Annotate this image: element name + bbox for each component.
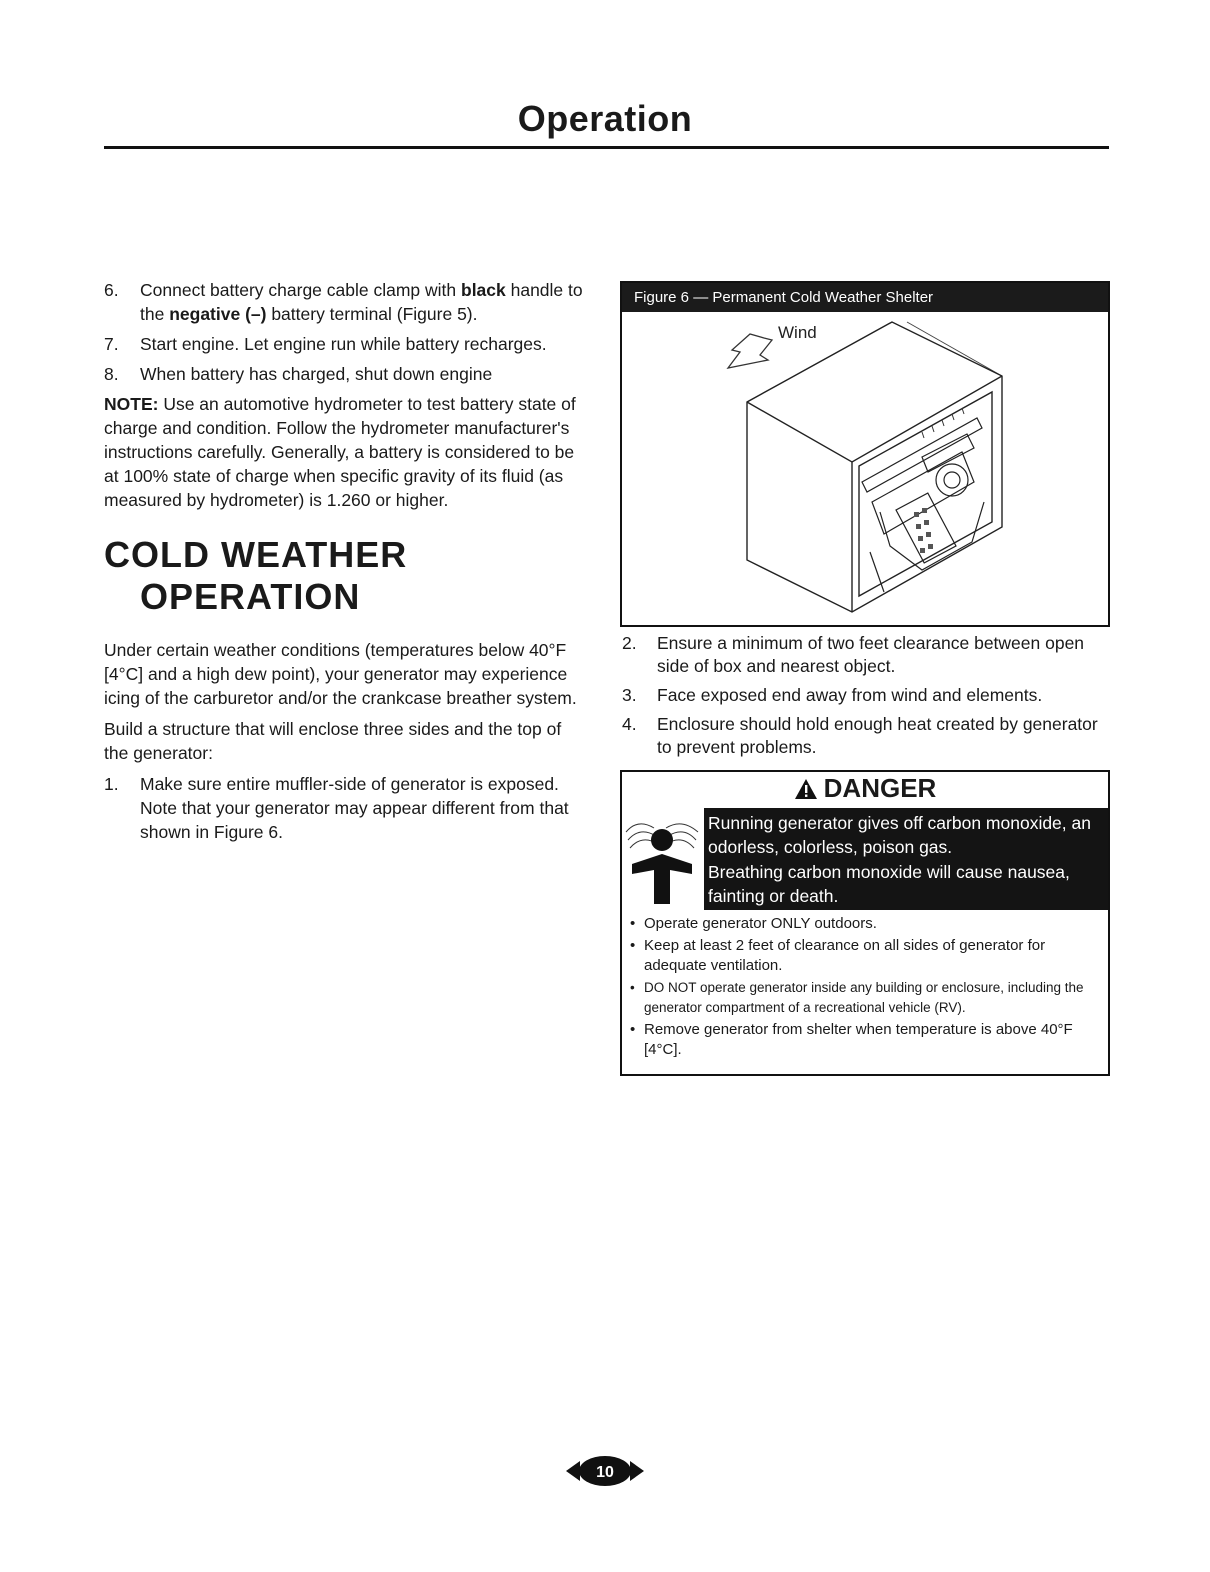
- list-item-text: Operate generator ONLY outdoors.: [644, 915, 877, 932]
- figure-caption: Figure 6 — Permanent Cold Weather Shelter: [622, 283, 1108, 312]
- left-column: [104, 278, 590, 850]
- bullet-icon: •: [630, 937, 636, 954]
- step-text: Enclosure should hold enough heat created by generator to prevent problems.: [657, 714, 1098, 757]
- danger-band: [622, 808, 1108, 910]
- header-rule: [104, 146, 1109, 149]
- danger-message: [704, 808, 1108, 910]
- section-paragraph-1: Under certain weather conditions (temperatures below 40°F [4°C] and a high dew point), your generator may experience icing of the carburetor and/or the crankcase breather system.: [104, 640, 577, 708]
- note-text: Use an automotive hydrometer to test battery state of charge and condition. Follow the hydrometer manufacturer's instructions carefully. Generally, a battery is considered to be at 100% state of charge when specific gravity of its fluid (as measured by hydrometer) is 1.260 or higher.: [104, 394, 576, 510]
- step-1: [104, 772, 590, 844]
- step-number: 1.: [104, 774, 119, 794]
- step-text: Ensure a minimum of two feet clearance between open side of box and nearest object.: [657, 633, 1085, 676]
- danger-box: [620, 770, 1110, 1076]
- step-number: 3.: [622, 685, 637, 705]
- step-7: [104, 332, 590, 356]
- danger-message-2: Breathing carbon monoxide will cause nausea, fainting or death.: [708, 862, 1070, 906]
- step-bold-negative: negative (–): [169, 304, 267, 324]
- list-item: [622, 914, 1108, 934]
- list-item: [622, 1020, 1108, 1060]
- step-2: [622, 632, 1108, 678]
- step-text: When battery has charged, shut down engine: [140, 364, 493, 384]
- step-number: 4.: [622, 714, 637, 734]
- toxic-gas-person-icon: [622, 812, 702, 908]
- danger-title-text: DANGER: [823, 773, 937, 803]
- list-item-text: Keep at least 2 feet of clearance on all sides of generator for adequate ventilation.: [644, 937, 1046, 974]
- bullet-icon: •: [630, 1021, 636, 1038]
- step-number: 6.: [104, 280, 119, 300]
- step-text: battery terminal (Figure 5).: [266, 304, 478, 324]
- step-bold-black: black: [461, 280, 506, 300]
- shelter-illustration: [622, 312, 1108, 623]
- section-paragraph-2: Build a structure that will enclose three sides and the top of the generator:: [104, 719, 562, 763]
- step-number: 2.: [622, 633, 637, 653]
- figure-6: [620, 281, 1110, 627]
- danger-title: [622, 772, 1108, 808]
- generator-detail: [914, 508, 933, 553]
- step-6: [104, 278, 590, 326]
- step-text: Make sure entire muffler-side of generator is exposed. Note that your generator may appear different from that shown in Figure 6.: [140, 774, 569, 842]
- step-8: [104, 362, 590, 386]
- step-text: Start engine. Let engine run while battery recharges.: [140, 334, 547, 354]
- step-3: [622, 684, 1108, 707]
- section-heading-line1: COLD WEATHER: [104, 534, 408, 575]
- page-number-badge: [566, 1456, 644, 1486]
- step-text: Connect battery charge cable clamp with: [140, 280, 461, 300]
- warning-triangle-icon: [794, 778, 818, 800]
- list-item: [622, 936, 1108, 976]
- bullet-icon: •: [630, 915, 636, 932]
- note-paragraph: [104, 392, 590, 512]
- danger-message-1: Running generator gives off carbon monoxide, an odorless, colorless, poison gas.: [708, 813, 1091, 857]
- section-heading: [104, 534, 590, 618]
- wind-arrow-icon: [728, 334, 772, 368]
- step-4: [622, 713, 1108, 759]
- note-label: NOTE:: [104, 394, 159, 414]
- danger-bullet-list: [622, 914, 1108, 1062]
- step-text: handle to the: [140, 280, 583, 324]
- right-column: [622, 632, 1108, 765]
- wind-label: Wind: [778, 323, 817, 342]
- section-heading-line2: OPERATION: [140, 576, 361, 617]
- bullet-icon: •: [630, 980, 635, 995]
- step-number: 8.: [104, 364, 119, 384]
- list-item-text: DO NOT operate generator inside any building or enclosure, including the generator compartment of a recreational vehicle (RV).: [644, 980, 1084, 1015]
- page-title: Operation: [517, 98, 693, 139]
- step-number: 7.: [104, 334, 119, 354]
- list-item-text: Remove generator from shelter when temperature is above 40°F [4°C].: [644, 1021, 1073, 1058]
- shelter-box: [747, 322, 1002, 612]
- generator: [862, 418, 984, 592]
- page-number: 10: [596, 1464, 614, 1481]
- list-item: [622, 978, 1108, 1018]
- step-text: Face exposed end away from wind and elements.: [657, 685, 1043, 705]
- vent-ticks: [922, 408, 964, 438]
